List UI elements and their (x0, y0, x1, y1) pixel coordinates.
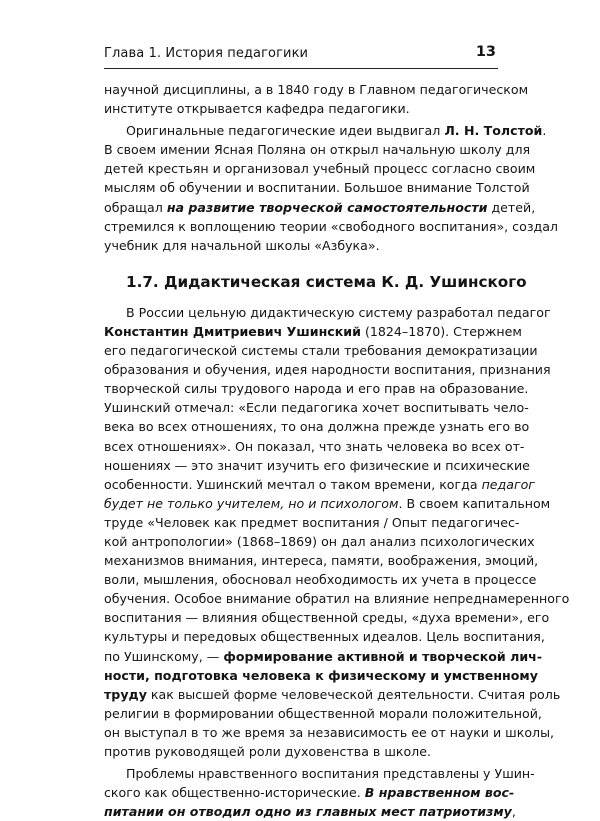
paragraph-1 (104, 80, 529, 118)
text-line: детей крестьян и организовал учебный процесс согласно своим (104, 161, 536, 177)
text-run: особенности. Ушинский мечтал о таком времени, когда (104, 476, 482, 492)
person-name: Л. Н. Толстой (444, 123, 543, 139)
text-line: труде «Человек как предмет воспитания / Опыт педагогичес- (104, 514, 520, 530)
emphasis-text: питании он отводил одно из главных мест патриотизму (104, 804, 512, 820)
text-line: В своем имении Ясная Поляна он открыл начальную школу для (104, 142, 531, 158)
person-name: Константин Дмитриевич Ушинский (104, 323, 361, 339)
text-line: Ушинский отмечал: «Если педагогика хочет воспитывать чело- (104, 400, 529, 416)
text-line: всех отношениях». Он показал, что знать человека во всех от- (104, 438, 525, 454)
text-line: Проблемы нравственного воспитания представлены у Ушин- (126, 766, 535, 782)
paragraph-3 (104, 303, 570, 761)
text-line: против руководящей роли духовенства в школе. (104, 744, 431, 759)
text-line: учебник для начальной школы «Азбука». (104, 237, 380, 253)
text-line: его педагогической системы стали требования демократизации (104, 343, 538, 359)
emphasis-text: педагог (481, 476, 535, 492)
text-line (104, 475, 535, 494)
text-run: детей, (487, 199, 536, 215)
text-line (104, 494, 551, 513)
text-line (104, 198, 536, 217)
bold-text: формирование активной и творческой лич- (223, 648, 543, 664)
text-line (104, 685, 561, 704)
page-body (104, 80, 570, 821)
text-line: мыслям об обучении и воспитании. Большое внимание Толстой (104, 180, 530, 196)
text-line: стремился к воплощению теории «свободного воспитания», создал (104, 218, 558, 234)
text-line: механизмов внимания, интереса, памяти, воображения, эмоций, (104, 553, 539, 569)
text-line (104, 121, 547, 140)
text-line: культуры и передовых общественных идеалов. Цель воспитания, (104, 629, 545, 645)
text-line: научной дисциплины, а в 1840 году в Главном педагогическом (104, 82, 529, 97)
text-line: обучения. Особое внимание обратил на влияние непреднамеренного (104, 591, 570, 607)
section-heading: 1.7. Дидактическая система К. Д. Ушинского (126, 272, 527, 291)
bold-text: ности, подготовка человека к физическому и умственному (104, 667, 538, 683)
emphasis-text: В нравственном вос- (364, 785, 515, 801)
page-number: 13 (475, 44, 496, 60)
text-line: воли, мышления, обосновал необходимость их учета в процессе (104, 572, 537, 588)
paragraph-2 (104, 121, 558, 255)
text-line: воспитания — влияния общественной среды, «духа времени», его (104, 610, 550, 626)
text-run: по Ушинскому, — (104, 648, 224, 664)
running-header (104, 42, 498, 69)
paragraph-4 (104, 764, 535, 821)
text-line: ношениях — это значит изучить его физические и психические (104, 457, 530, 473)
text-run: , (511, 804, 516, 820)
text-line (104, 666, 538, 685)
emphasis-text: на развитие творческой самостоятельности (166, 199, 488, 215)
text-line: он выступал в то же время за независимость ее от науки и школы, (104, 724, 555, 740)
bold-text: труду (104, 686, 147, 702)
text-line: религии в формировании общественной морали положительной, (104, 705, 542, 721)
emphasis-text: будет не только учителем, но и психологом (104, 495, 399, 511)
text-run: как высшей форме человеческой деятельности. Считая роль (146, 686, 561, 702)
text-run: обращал (104, 199, 167, 215)
text-run: ского как общественно-исторические. (104, 785, 365, 801)
text-run: (1824–1870). Стержнем (360, 323, 522, 339)
text-line (104, 322, 522, 341)
text-line: В России цельную дидактическую систему разработал педагог (126, 304, 551, 320)
text-line: века во всех отношениях, то она должна прежде узнать его во (104, 419, 530, 435)
chapter-title: Глава 1. История педагогики (104, 46, 309, 61)
text-run: Оригинальные педагогические идеи выдвигал (126, 123, 445, 139)
text-run: . (542, 123, 547, 139)
text-line: кой антропологии» (1868–1869) он дал анализ психологических (104, 533, 535, 549)
text-line (104, 647, 543, 666)
text-run: . В своем капитальном (398, 495, 551, 511)
text-line (104, 783, 515, 802)
text-line: творческой силы трудового народа и его прав на образование. (104, 381, 529, 397)
text-line: образования и обучения, идея народности воспитания, признания (104, 362, 551, 378)
text-line: институте открывается кафедра педагогики. (104, 101, 410, 117)
text-line (104, 802, 516, 821)
